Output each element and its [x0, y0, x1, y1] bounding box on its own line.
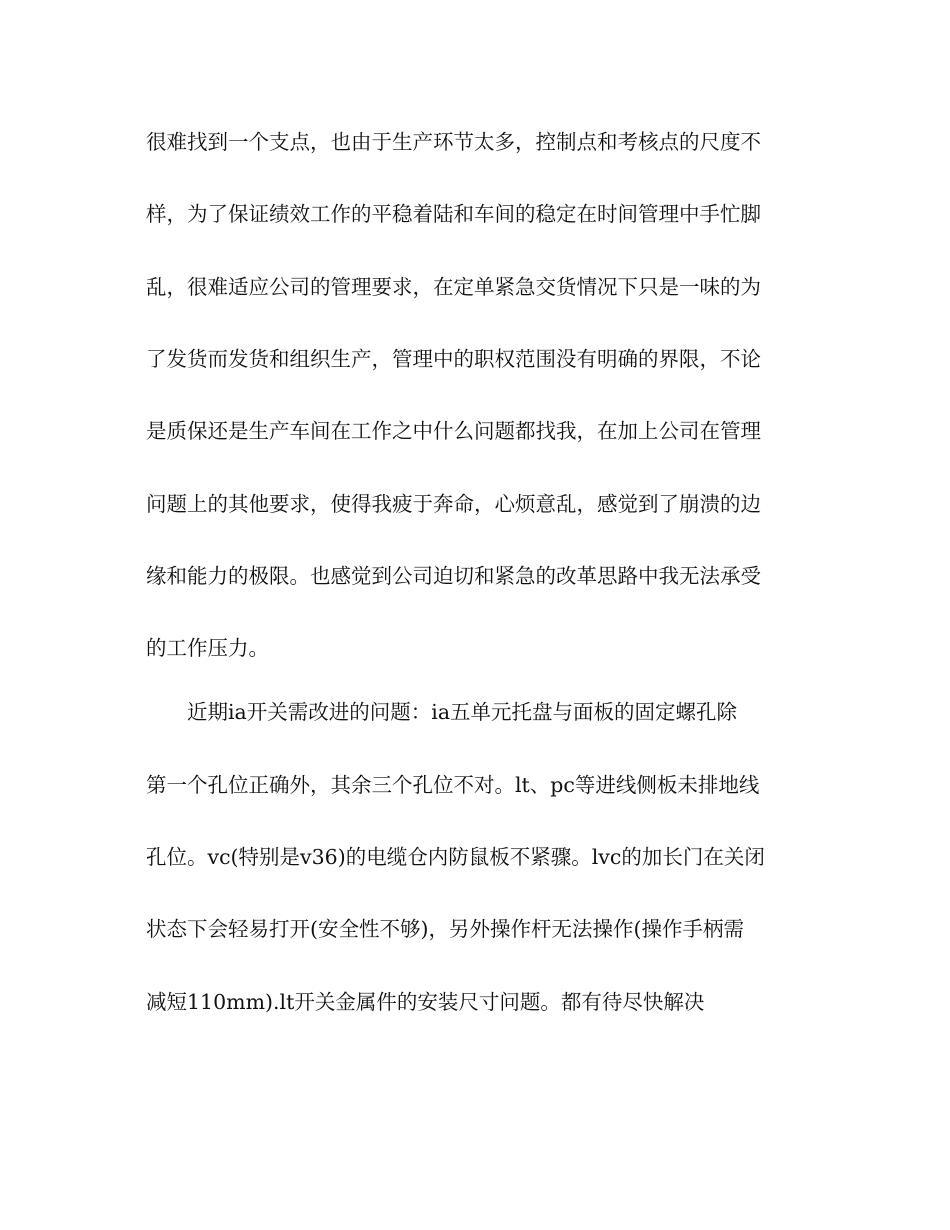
- text-line: 乱，很难适应公司的管理要求，在定单紧急交货情况下只是一味的为: [146, 275, 761, 299]
- text-line: 问题上的其他要求，使得我疲于奔命，心烦意乱，感觉到了崩溃的边: [146, 492, 761, 516]
- text-line: 了发货而发货和组织生产，管理中的职权范围没有明确的界限，不论: [146, 347, 761, 371]
- text-line: 近期ia开关需改进的问题：ia五单元托盘与面板的固定螺孔除: [187, 700, 738, 724]
- text-line: 缘和能力的极限。也感觉到公司迫切和紧急的改革思路中我无法承受: [146, 564, 761, 588]
- text-line: 孔位。vc(特别是v36)的电缆仓内防鼠板不紧骤。lvc的加长门在关闭: [146, 845, 765, 869]
- text-line: 第一个孔位正确外，其余三个孔位不对。lt、pc等进线侧板未排地线: [146, 773, 760, 797]
- text-line: 减短110mm).lt开关金属件的安装尺寸问题。都有待尽快解决: [146, 990, 705, 1014]
- text-line: 的工作压力。: [146, 636, 269, 660]
- text-line: 样，为了保证绩效工作的平稳着陆和车间的稳定在时间管理中手忙脚: [146, 202, 761, 226]
- text-line: 状态下会轻易打开(安全性不够)，另外操作杆无法操作(操作手柄需: [146, 917, 744, 941]
- text-line: 很难找到一个支点，也由于生产环节太多，控制点和考核点的尺度不: [146, 130, 761, 154]
- text-line: 是质保还是生产车间在工作之中什么问题都找我，在加上公司在管理: [146, 419, 761, 443]
